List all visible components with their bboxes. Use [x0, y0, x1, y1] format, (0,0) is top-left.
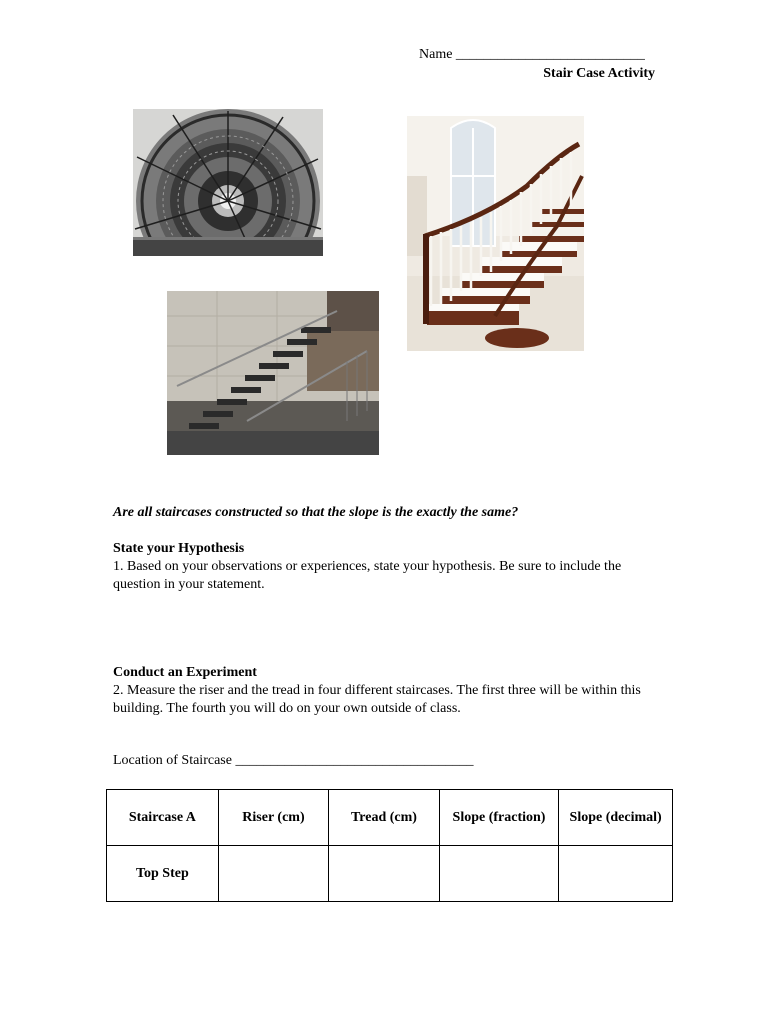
experiment-instructions: 2. Measure the riser and the tread in four different staircases. The first three will be within this building. The fourth you will do on your own outside of class. — [113, 683, 641, 716]
header-slope-decimal: Slope (decimal) — [559, 790, 673, 846]
hypothesis-heading: State your Hypothesis — [113, 541, 245, 556]
hypothesis-instructions: 1. Based on your observations or experiences, state your hypothesis. Be sure to include the question in your statement. — [113, 559, 622, 592]
hypothesis-section — [113, 540, 658, 594]
worksheet-title: Stair Case Activity — [543, 66, 655, 81]
tread-cell[interactable] — [329, 846, 440, 902]
floating-concrete-staircase-photo — [167, 291, 379, 455]
experiment-section — [113, 664, 658, 718]
header-riser: Riser (cm) — [218, 790, 328, 846]
name-field-label: Name ___________________________ — [419, 47, 645, 62]
table-row — [107, 846, 673, 902]
slope-decimal-cell[interactable] — [559, 846, 673, 902]
header-tread: Tread (cm) — [329, 790, 440, 846]
curved-wood-staircase-photo — [407, 116, 584, 351]
row-label: Top Step — [107, 846, 219, 902]
measurement-table — [106, 789, 673, 902]
staircase-location-label: Location of Staircase __________________________________ — [113, 753, 474, 768]
experiment-heading: Conduct an Experiment — [113, 665, 257, 680]
spiral-staircase-photo — [133, 109, 323, 256]
header-staircase: Staircase A — [107, 790, 219, 846]
research-question: Are all staircases constructed so that the slope is the exactly the same? — [113, 505, 519, 520]
table-header-row — [107, 790, 673, 846]
header-slope-fraction: Slope (fraction) — [439, 790, 558, 846]
riser-cell[interactable] — [218, 846, 328, 902]
slope-fraction-cell[interactable] — [439, 846, 558, 902]
